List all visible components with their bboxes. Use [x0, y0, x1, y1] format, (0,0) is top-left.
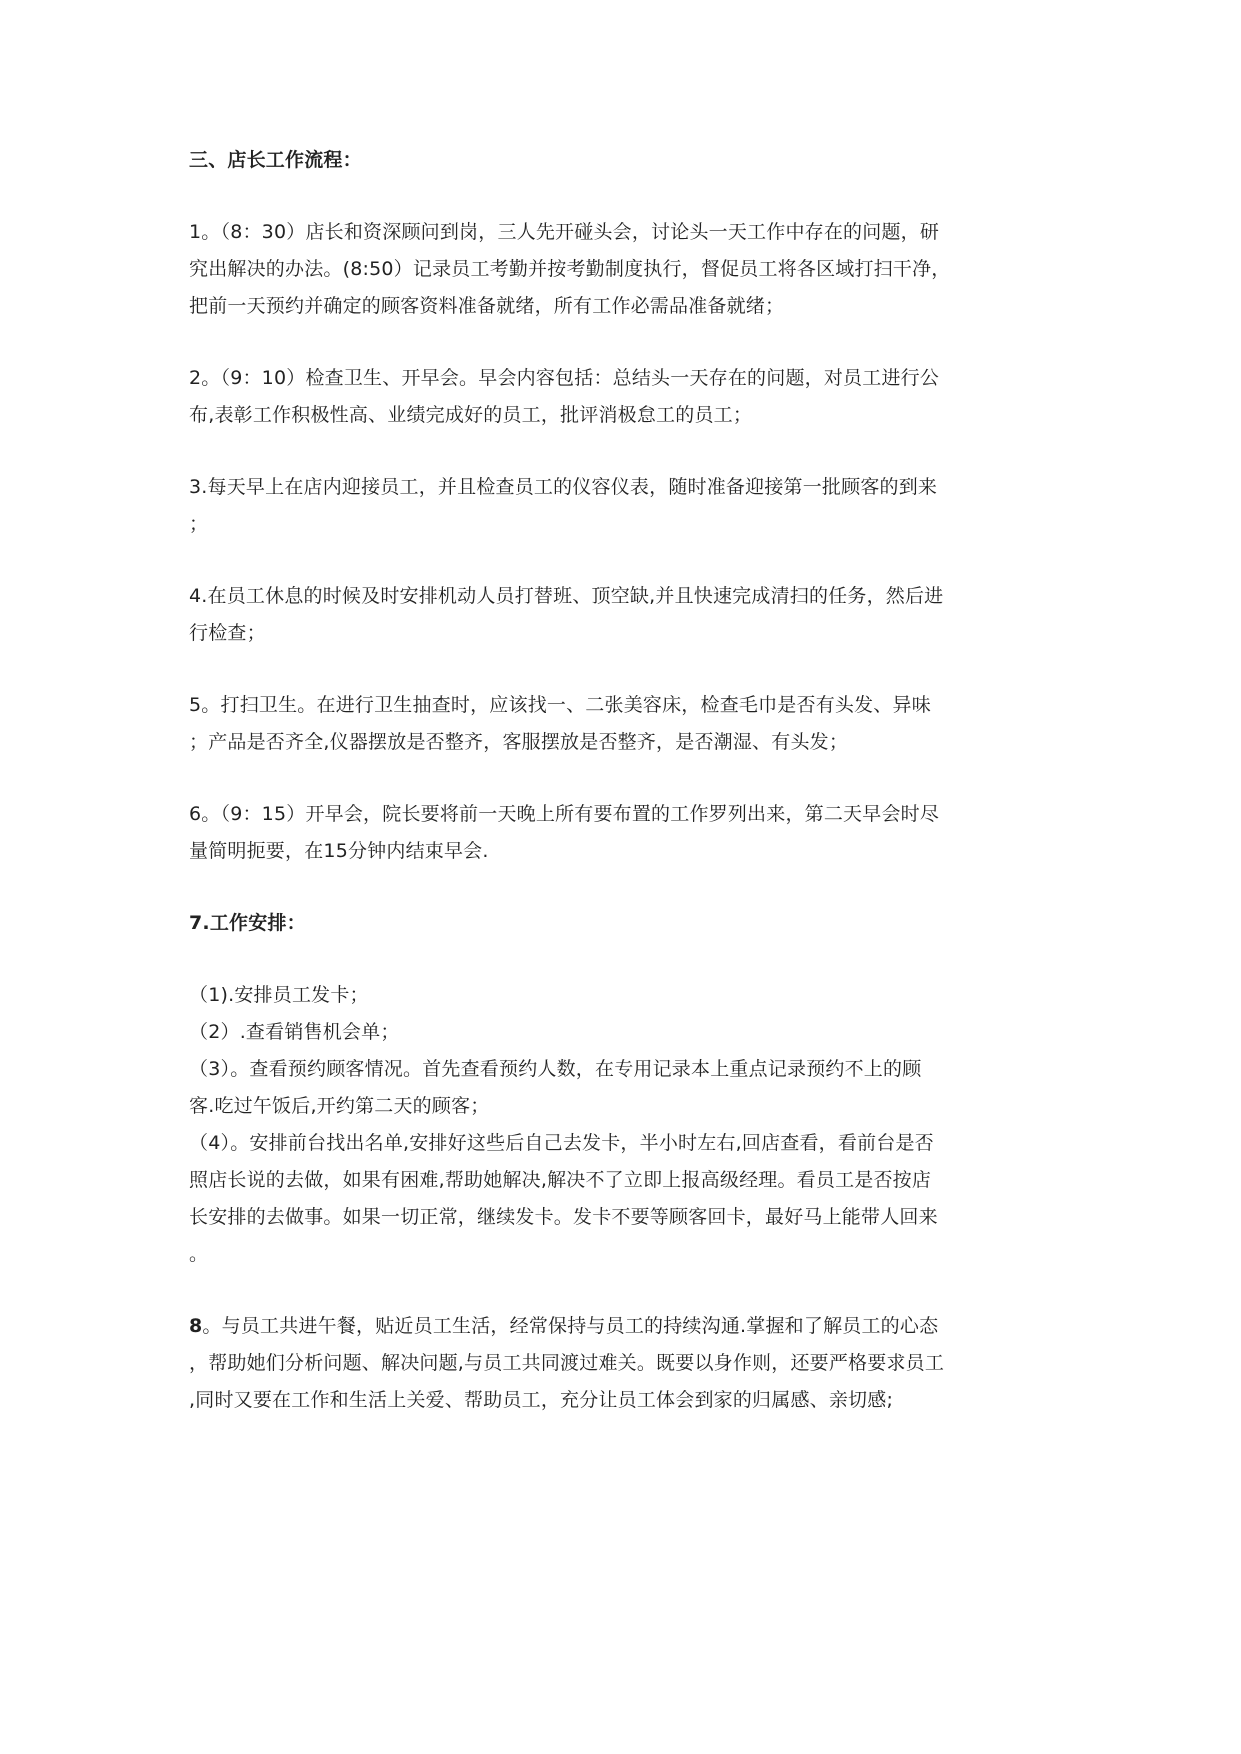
step-8-line-1-text: 。与员工共进午餐，贴近员工生活，经常保持与员工的持续沟通.掌握和了解员工的心态	[202, 1315, 939, 1337]
step-7-item-4-line-2: 照店长说的去做，如果有困难,帮助她解决,解决不了立即上报高级经理。看员工是否按店	[189, 1169, 932, 1191]
step-6-line-2: 量简明扼要，在15分钟内结束早会.	[189, 840, 489, 862]
step-4-line-2: 行检查；	[189, 622, 266, 644]
step-8-line-2: ，帮助她们分析问题、解决问题,与员工共同渡过难关。既要以身作则，还要严格要求员工	[189, 1352, 945, 1374]
step-7-item-3-line-1: （3）。查看预约顾客情况。首先查看预约人数，在专用记录本上重点记录预约不上的顾	[189, 1058, 922, 1080]
section-heading: 三、店长工作流程：	[189, 149, 362, 171]
step-7-item-4-line-4: 。	[189, 1243, 209, 1265]
step-7-item-2: （2）.查看销售机会单；	[189, 1021, 400, 1043]
step-7-item-4-line-1: （4）。安排前台找出名单,安排好这些后自己去发卡，半小时左右,回店查看，看前台是否	[189, 1132, 934, 1154]
step-7-item-4-line-3: 长安排的去做事。如果一切正常，继续发卡。发卡不要等顾客回卡，最好马上能带人回来	[189, 1206, 938, 1228]
step-1-line-1: 1。（8：30）店长和资深顾问到岗，三人先开碰头会，讨论头一天工作中存在的问题，研	[189, 221, 940, 243]
step-7-item-1: （1).安排员工发卡；	[189, 984, 369, 1006]
step-2-line-2: 布,表彰工作积极性高、业绩完成好的员工，批评消极怠工的员工；	[189, 404, 753, 426]
step-5-line-2: ；产品是否齐全,仪器摆放是否整齐，客服摆放是否整齐，是否潮湿、有头发；	[189, 731, 849, 753]
step-8-number: 8	[189, 1315, 203, 1337]
step-1-line-2: 究出解决的办法。(8:50）记录员工考勤并按考勤制度执行，督促员工将各区域打扫干净，	[189, 258, 951, 280]
step-7-heading: 7.工作安排：	[189, 912, 306, 934]
document-page	[189, 0, 1069, 1754]
step-8-line-3: ,同时又要在工作和生活上关爱、帮助员工，充分让员工体会到家的归属感、亲切感;	[189, 1389, 894, 1411]
step-7-item-3-line-2: 客.吃过午饭后,开约第二天的顾客；	[189, 1095, 490, 1117]
step-3-line-2: ；	[189, 513, 209, 535]
step-1-line-3: 把前一天预约并确定的顾客资料准备就绪，所有工作必需品准备就绪；	[189, 295, 785, 317]
step-6-line-1: 6。（9：15）开早会，院长要将前一天晚上所有要布置的工作罗列出来，第二天早会时尽	[189, 803, 940, 825]
step-4-line-1: 4.在员工休息的时候及时安排机动人员打替班、顶空缺,并且快速完成清扫的任务，然后进	[189, 585, 944, 607]
step-8-line-1	[189, 1313, 938, 1339]
step-5-line-1: 5。打扫卫生。在进行卫生抽查时，应该找一、二张美容床，检查毛巾是否有头发、异味	[189, 694, 931, 716]
step-2-line-1: 2。（9：10）检查卫生、开早会。早会内容包括：总结头一天存在的问题，对员工进行公	[189, 367, 940, 389]
step-3-line-1: 3.每天早上在店内迎接员工，并且检查员工的仪容仪表，随时准备迎接第一批顾客的到来	[189, 476, 938, 498]
